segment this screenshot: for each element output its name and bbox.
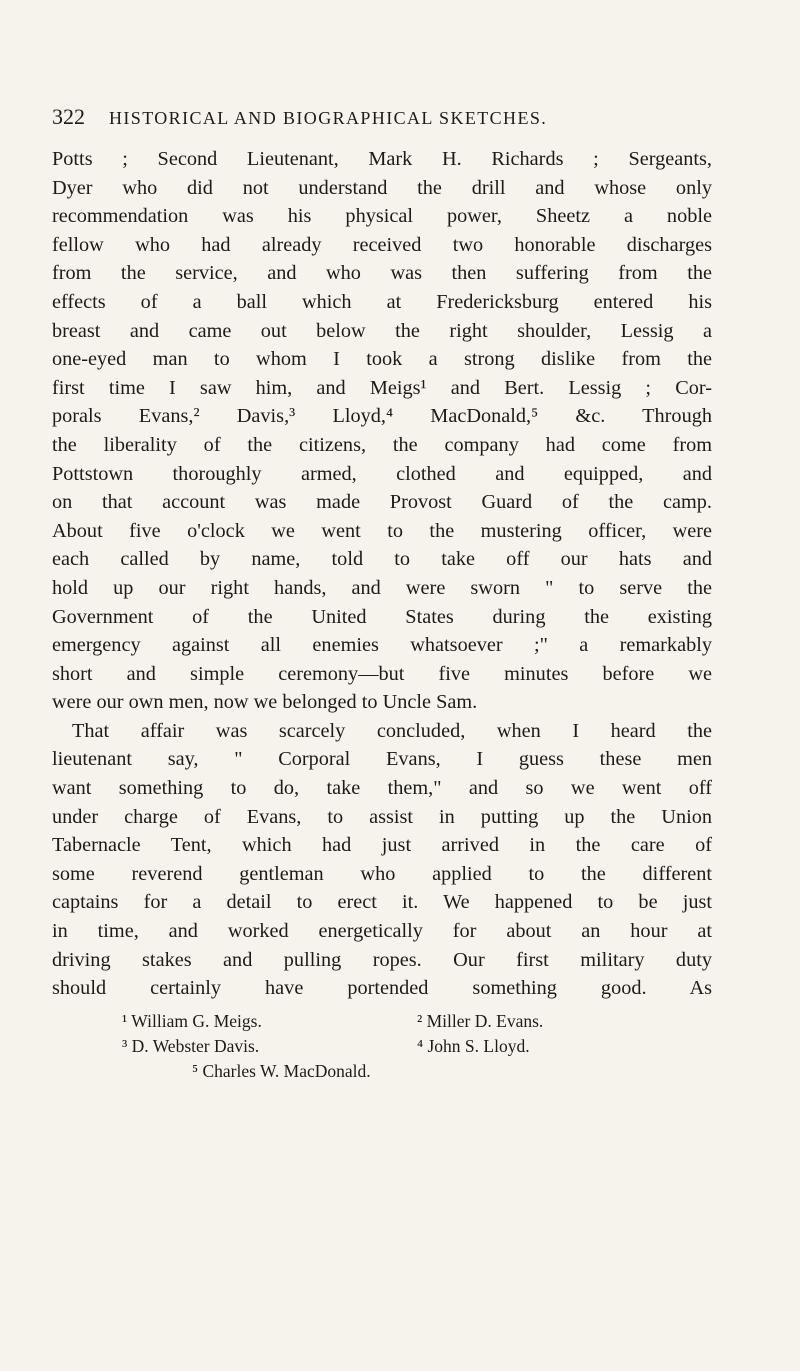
- footnote-2: ² Miller D. Evans.: [417, 1011, 544, 1031]
- text-line: were our own men, now we belonged to Uncle Sam.: [52, 691, 478, 714]
- footnote-row: [52, 1009, 712, 1034]
- text-line: first time I saw him, and Meigs¹ and Bert. Lessig ; Cor-: [52, 376, 712, 399]
- text-line: want something to do, take them," and so we went off: [52, 777, 712, 800]
- footnote-row: [52, 1059, 712, 1084]
- body-text: [52, 145, 712, 1003]
- footnotes: [52, 1009, 712, 1084]
- text-line: effects of a ball which at Fredericksburg entered his: [52, 290, 712, 313]
- text-line: recommendation was his physical power, Sheetz a noble: [52, 205, 712, 228]
- page-number: 322: [52, 104, 85, 129]
- page-header: [52, 104, 672, 130]
- footnote-1: ¹ William G. Meigs.: [122, 1011, 262, 1031]
- text-line: some reverend gentleman who applied to the different: [52, 862, 712, 885]
- text-line: Government of the United States during the existing: [52, 605, 712, 628]
- text-line: driving stakes and pulling ropes. Our first military duty: [52, 948, 712, 971]
- text-line: each called by name, told to take off our hats and: [52, 548, 712, 571]
- footnote-row: [52, 1034, 712, 1059]
- footnote-4: ⁴ John S. Lloyd.: [417, 1036, 530, 1056]
- footnote-3: ³ D. Webster Davis.: [122, 1036, 260, 1056]
- text-line: Dyer who did not understand the drill and whose only: [52, 176, 712, 199]
- text-line: under charge of Evans, to assist in putting up the Union: [52, 805, 712, 828]
- text-line: on that account was made Provost Guard of the camp.: [52, 491, 712, 514]
- text-line: hold up our right hands, and were sworn " to serve the: [52, 576, 712, 599]
- text-line: one-eyed man to whom I took a strong dislike from the: [52, 348, 712, 371]
- text-line: fellow who had already received two honorable discharges: [52, 233, 712, 256]
- text-line: porals Evans,² Davis,³ Lloyd,⁴ MacDonald,⁵ &c. Through: [52, 405, 712, 428]
- text-line: Tabernacle Tent, which had just arrived in the care of: [52, 834, 712, 857]
- text-line: Pottstown thoroughly armed, clothed and equipped, and: [52, 462, 712, 485]
- text-line: About five o'clock we went to the mustering officer, were: [52, 519, 712, 542]
- text-line: captains for a detail to erect it. We happened to be just: [52, 891, 712, 914]
- text-line: should certainly have portended something good. As: [52, 977, 712, 1000]
- text-line: emergency against all enemies whatsoever ;" a remarkably: [52, 634, 712, 657]
- running-head: HISTORICAL AND BIOGRAPHICAL SKETCHES.: [109, 108, 548, 128]
- text-line: in time, and worked energetically for about an hour at: [52, 920, 712, 943]
- text-line: from the service, and who was then suffering from the: [52, 262, 712, 285]
- footnote-5: ⁵ Charles W. MacDonald.: [192, 1061, 371, 1081]
- text-line: the liberality of the citizens, the company had come from: [52, 433, 712, 456]
- text-line: lieutenant say, " Corporal Evans, I guess these men: [52, 748, 712, 771]
- text-line: short and simple ceremony—but five minutes before we: [52, 662, 712, 685]
- text-line: That affair was scarcely concluded, when I heard the: [72, 719, 712, 742]
- text-line: breast and came out below the right shoulder, Lessig a: [52, 319, 712, 342]
- text-line: Potts ; Second Lieutenant, Mark H. Richards ; Sergeants,: [52, 148, 712, 170]
